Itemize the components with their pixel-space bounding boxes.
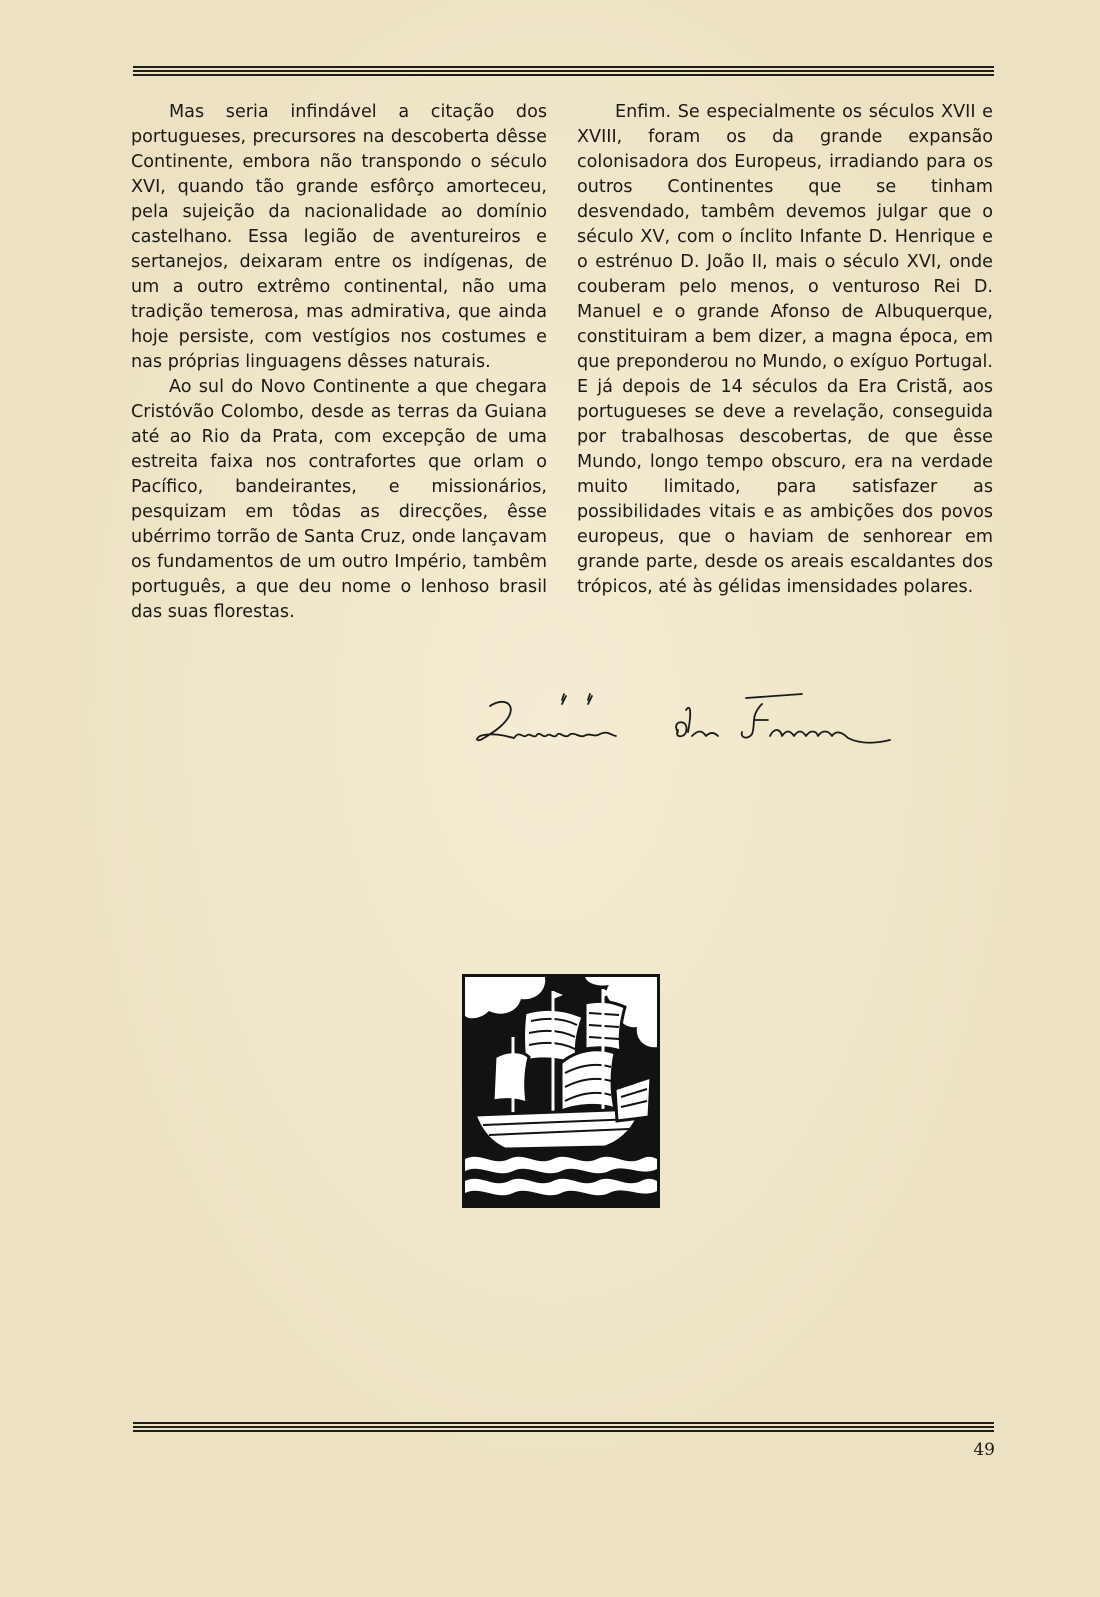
- paragraph: Mas seria infindável a citação dos portugueses, precursores na descoberta dêsse Continente, embora não transpondo o século XVI, quando tão grande esfôrço amorteceu, pela sujeição da nacionalidade ao domínio castelhano. Essa legião de aventureiros e sertanejos, deixaram entre os indígenas, de um a outro extrêmo continental, não uma tradição temerosa, mas admirativa, que ainda hoje persiste, com vestígios nos costumes e nas próprias linguagens dêsses naturais.: [131, 102, 547, 372]
- handwritten-signature: [470, 692, 920, 782]
- caravel-ship-icon: [462, 974, 660, 1208]
- paragraph: Enfim. Se especialmente os séculos XVII e XVIII, foram os da grande expansão colonisadora dos Europeus, irradiando para os outros Continentes que se tinham desvendado, tambêm devemos julgar que o século XV, com o ínclito Infante D. Henrique e o estrénuo D. João II, mais o século XVI, onde couberam pelo menos, o venturoso Rei D. Manuel e o grande Afonso de Albuquerque, constituiram a bem dizer, a magna época, em que preponderou no Mundo, o exíguo Portugal. E já depois de 14 séculos da Era Cristã, aos portugueses se deve a revelação, conseguida por trabalhosas descobertas, de que êsse Mundo, longo tempo obscuro, era na verdade muito limitado, para satisfazer as possibilidades vitais e as ambições dos povos europeus, que o haviam de senhorear em grande parte, desde os areais escaldantes dos trópicos, até às gélidas imensidades polares.: [577, 102, 993, 597]
- paragraph: Ao sul do Novo Continente a que chegara Cristóvão Colombo, desde as terras da Guiana até ao Rio da Prata, com excepção de uma estreita faixa nos contrafortes que orlam o Pacífico, bandeirantes, e missionários, pesquizam em tôdas as direcções, êsse ubérrimo torrão de Santa Cruz, onde lançavam os fundamentos de um outro Império, tambêm português, a que deu nome o lenhoso brasil das suas florestas.: [131, 377, 547, 622]
- bottom-rule: [133, 1422, 994, 1433]
- text-columns: [131, 100, 993, 625]
- right-column: [577, 100, 993, 625]
- page-number: 49: [973, 1440, 995, 1460]
- top-rule: [133, 66, 994, 77]
- left-column: [131, 100, 547, 625]
